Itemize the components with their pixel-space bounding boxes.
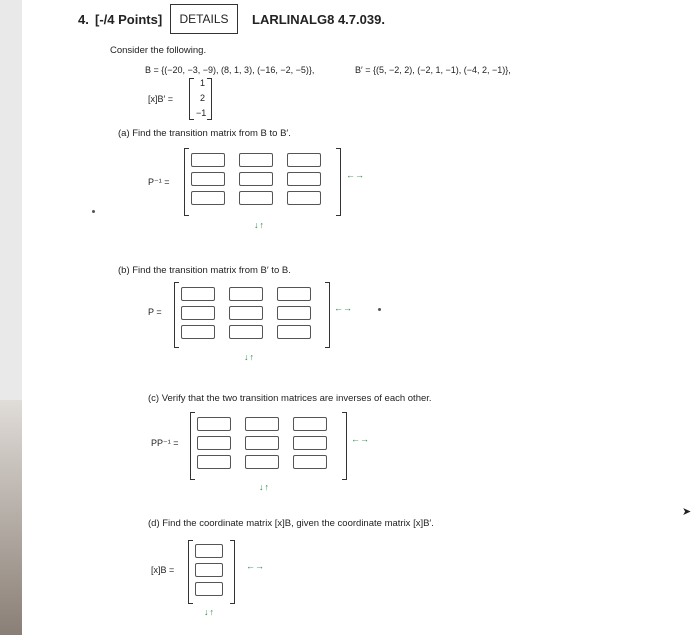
matrix-d	[195, 544, 227, 596]
right-bracket	[207, 78, 212, 120]
matrix-cell[interactable]	[191, 172, 225, 186]
right-bracket	[325, 282, 330, 348]
part-a-label: P⁻¹ =	[148, 177, 170, 187]
matrix-cell[interactable]	[287, 153, 321, 167]
matrix-b	[181, 287, 325, 339]
matrix-cell[interactable]	[197, 455, 231, 469]
coord-value-1: 1	[200, 78, 206, 88]
part-c-label: PP⁻¹ =	[151, 438, 179, 448]
left-bracket	[190, 412, 195, 480]
matrix-cell[interactable]	[239, 172, 273, 186]
matrix-cell[interactable]	[293, 455, 327, 469]
matrix-cell[interactable]	[293, 417, 327, 431]
basis-b-prime: B′ = {(5, −2, 2), (−2, 1, −1), (−4, 2, −1)},	[355, 65, 511, 75]
matrix-cell[interactable]	[245, 436, 279, 450]
resize-columns-icon[interactable]: ←→	[346, 170, 364, 180]
matrix-cell[interactable]	[245, 455, 279, 469]
resize-columns-icon[interactable]: ←→	[351, 434, 369, 444]
matrix-cell[interactable]	[277, 306, 311, 320]
matrix-cell[interactable]	[181, 287, 215, 301]
resize-rows-icon[interactable]: ↓↑	[254, 220, 265, 230]
problem-code: LARLINALG8 4.7.039.	[252, 12, 385, 27]
coord-value-3: −1	[196, 108, 207, 118]
matrix-cell[interactable]	[195, 582, 223, 596]
matrix-cell[interactable]	[197, 417, 231, 431]
left-bracket	[174, 282, 179, 348]
matrix-cell[interactable]	[191, 191, 225, 205]
matrix-cell[interactable]	[239, 153, 273, 167]
resize-rows-icon[interactable]: ↓↑	[259, 482, 270, 492]
resize-rows-icon[interactable]: ↓↑	[244, 352, 255, 362]
part-b-label: P =	[148, 307, 162, 317]
matrix-cell[interactable]	[195, 563, 223, 577]
matrix-cell[interactable]	[277, 287, 311, 301]
matrix-cell[interactable]	[287, 172, 321, 186]
matrix-cell[interactable]	[195, 544, 223, 558]
points-label: [-/4 Points]	[95, 12, 163, 27]
left-bracket	[184, 148, 189, 216]
matrix-cell[interactable]	[293, 436, 327, 450]
matrix-cell[interactable]	[229, 287, 263, 301]
part-b-prompt: (b) Find the transition matrix from B′ to B.	[118, 265, 291, 276]
matrix-c	[197, 417, 341, 469]
question-number: 4.	[78, 12, 89, 27]
left-bracket	[188, 540, 193, 604]
resize-rows-icon[interactable]: ↓↑	[204, 607, 215, 617]
matrix-cell[interactable]	[277, 325, 311, 339]
matrix-cell[interactable]	[229, 306, 263, 320]
right-bracket	[336, 148, 341, 216]
matrix-cell[interactable]	[191, 153, 225, 167]
matrix-cell[interactable]	[181, 325, 215, 339]
part-d-prompt: (d) Find the coordinate matrix [x]B, given the coordinate matrix [x]B′.	[148, 518, 434, 529]
details-button[interactable]: DETAILS	[170, 4, 238, 34]
part-d-label: [x]B =	[151, 565, 175, 575]
bullet-dot	[378, 308, 381, 311]
cursor-icon: ➤	[682, 506, 692, 518]
right-bracket	[230, 540, 235, 604]
matrix-cell[interactable]	[181, 306, 215, 320]
coord-value-2: 2	[200, 93, 206, 103]
part-c-prompt: (c) Verify that the two transition matrices are inverses of each other.	[148, 393, 432, 404]
matrix-cell[interactable]	[229, 325, 263, 339]
basis-b: B = {(−20, −3, −9), (8, 1, 3), (−16, −2, −5)},	[145, 65, 315, 75]
matrix-cell[interactable]	[239, 191, 273, 205]
matrix-cell[interactable]	[197, 436, 231, 450]
matrix-a	[191, 153, 335, 205]
bullet-dot	[92, 210, 95, 213]
matrix-cell[interactable]	[287, 191, 321, 205]
coord-label: [x]B′ =	[148, 94, 173, 104]
left-margin-shadow	[0, 400, 22, 635]
intro-text: Consider the following.	[110, 45, 207, 56]
matrix-cell[interactable]	[245, 417, 279, 431]
right-bracket	[342, 412, 347, 480]
part-a-prompt: (a) Find the transition matrix from B to B′.	[118, 128, 291, 139]
left-bracket	[189, 78, 194, 120]
resize-columns-icon[interactable]: ←→	[334, 303, 352, 313]
resize-columns-icon[interactable]: ←→	[246, 561, 264, 571]
